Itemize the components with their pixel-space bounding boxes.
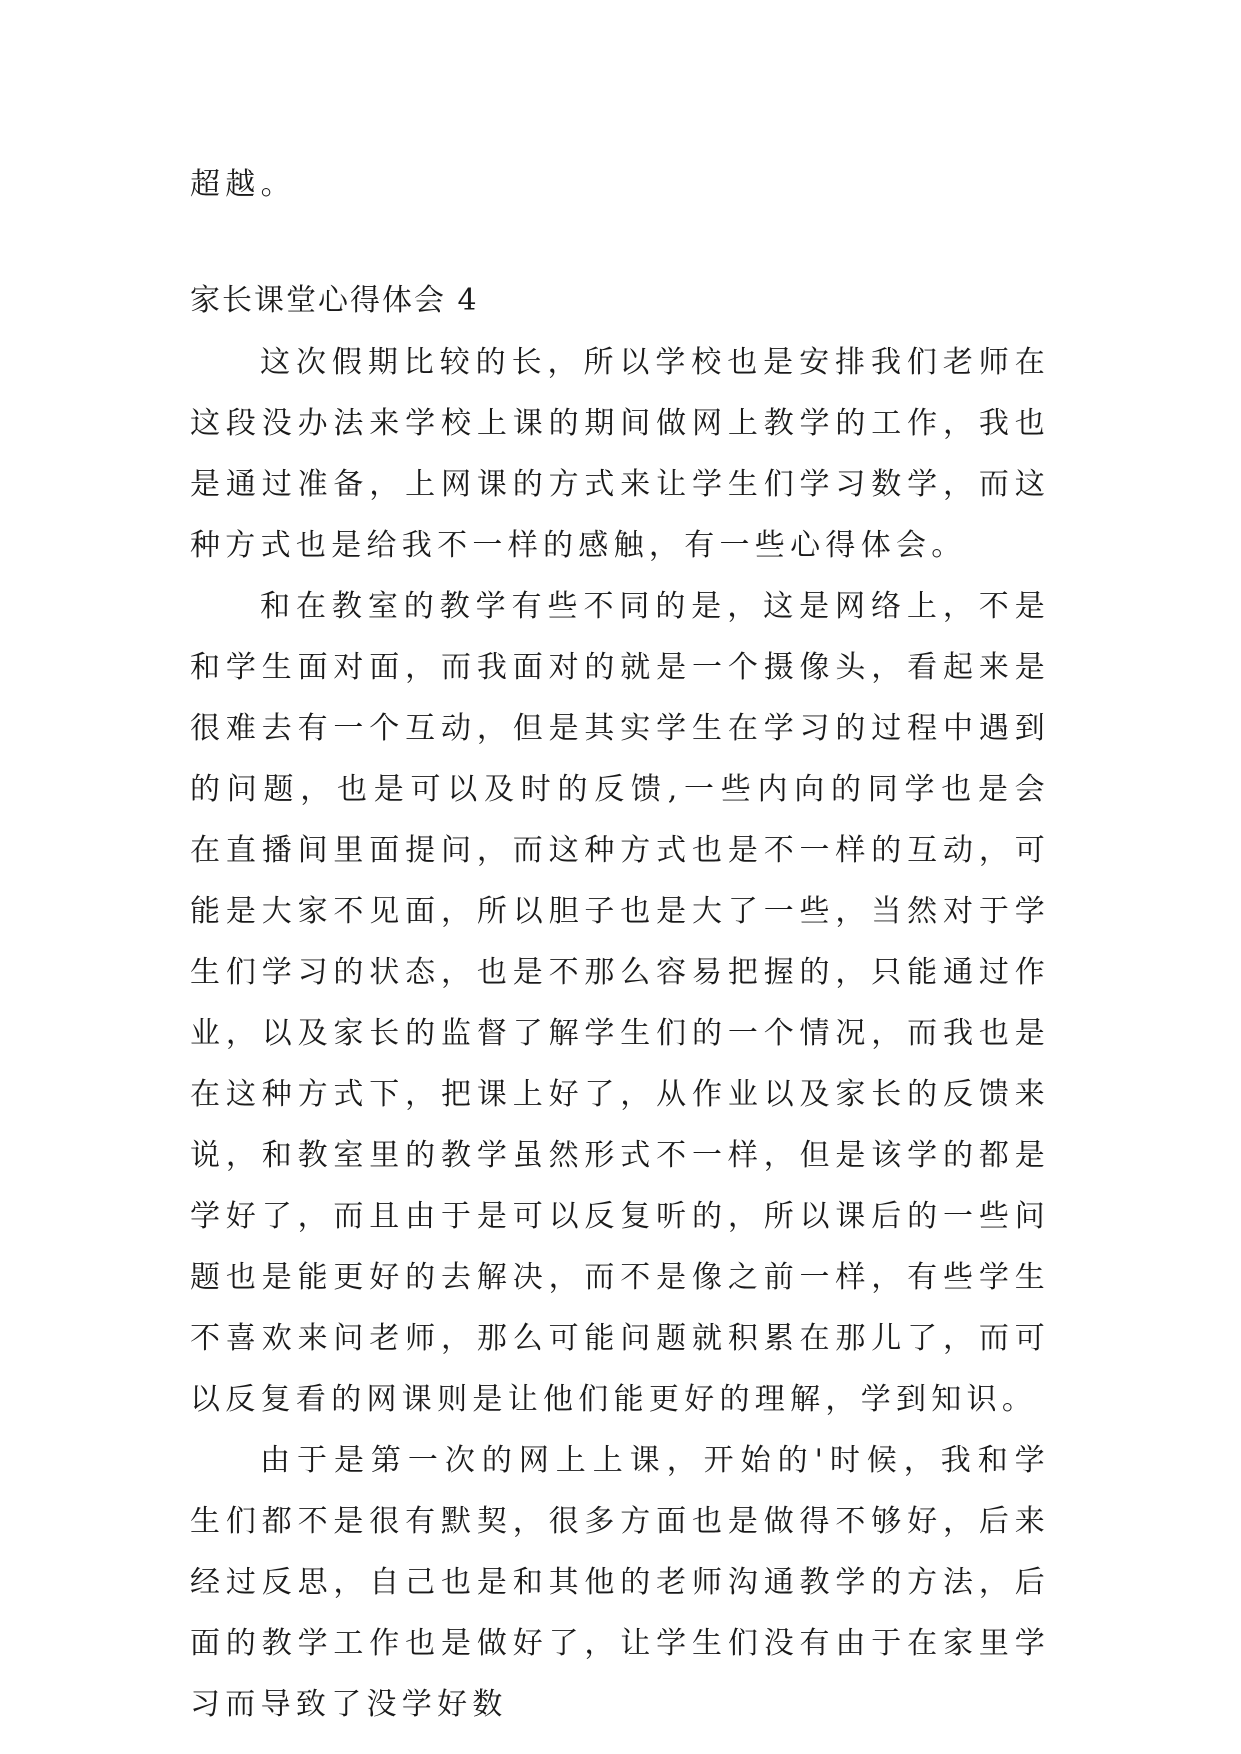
paragraph-2: 和在教室的教学有些不同的是，这是网络上，不是和学生面对面，而我面对的就是一个摄像头，看起来是很难去有一个互动，但是其实学生在学习的过程中遇到的问题，也是可以及时的反馈,一些内向的同学也是会在直播间里面提问，而这种方式也是不一样的互动，可能是大家不见面，所以胆子也是大了一些，当然对于学生们学习的状态，也是不那么容易把握的，只能通过作业，以及家长的监督了解学生们的一个情况，而我也是在这种方式下，把课上好了，从作业以及家长的反馈来说，和教室里的教学虽然形式不一样，但是该学的都是学好了，而且由于是可以反复听的，所以课后的一些问题也是能更好的去解决，而不是像之前一样，有些学生不喜欢来问老师，那么可能问题就积累在那儿了，而可以反复看的网课则是让他们能更好的理解，学到知识。 xyxy=(190,589,1050,1417)
body-text xyxy=(190,332,1050,1735)
previous-paragraph-tail: 超越。 xyxy=(190,167,296,202)
paragraph-3: 由于是第一次的网上上课，开始的'时候，我和学生们都不是很有默契，很多方面也是做得不够好，后来经过反思，自己也是和其他的老师沟通教学的方法，后面的教学工作也是做好了，让学生们没有由于在家里学习而导致了没学好数 xyxy=(190,1443,1050,1722)
section-title: 家长课堂心得体会 4 xyxy=(190,283,479,318)
paragraph-1: 这次假期比较的长，所以学校也是安排我们老师在这段没办法来学校上课的期间做网上教学的工作，我也是通过准备，上网课的方式来让学生们学习数学，而这种方式也是给我不一样的感触，有一些心得体会。 xyxy=(190,345,1050,563)
